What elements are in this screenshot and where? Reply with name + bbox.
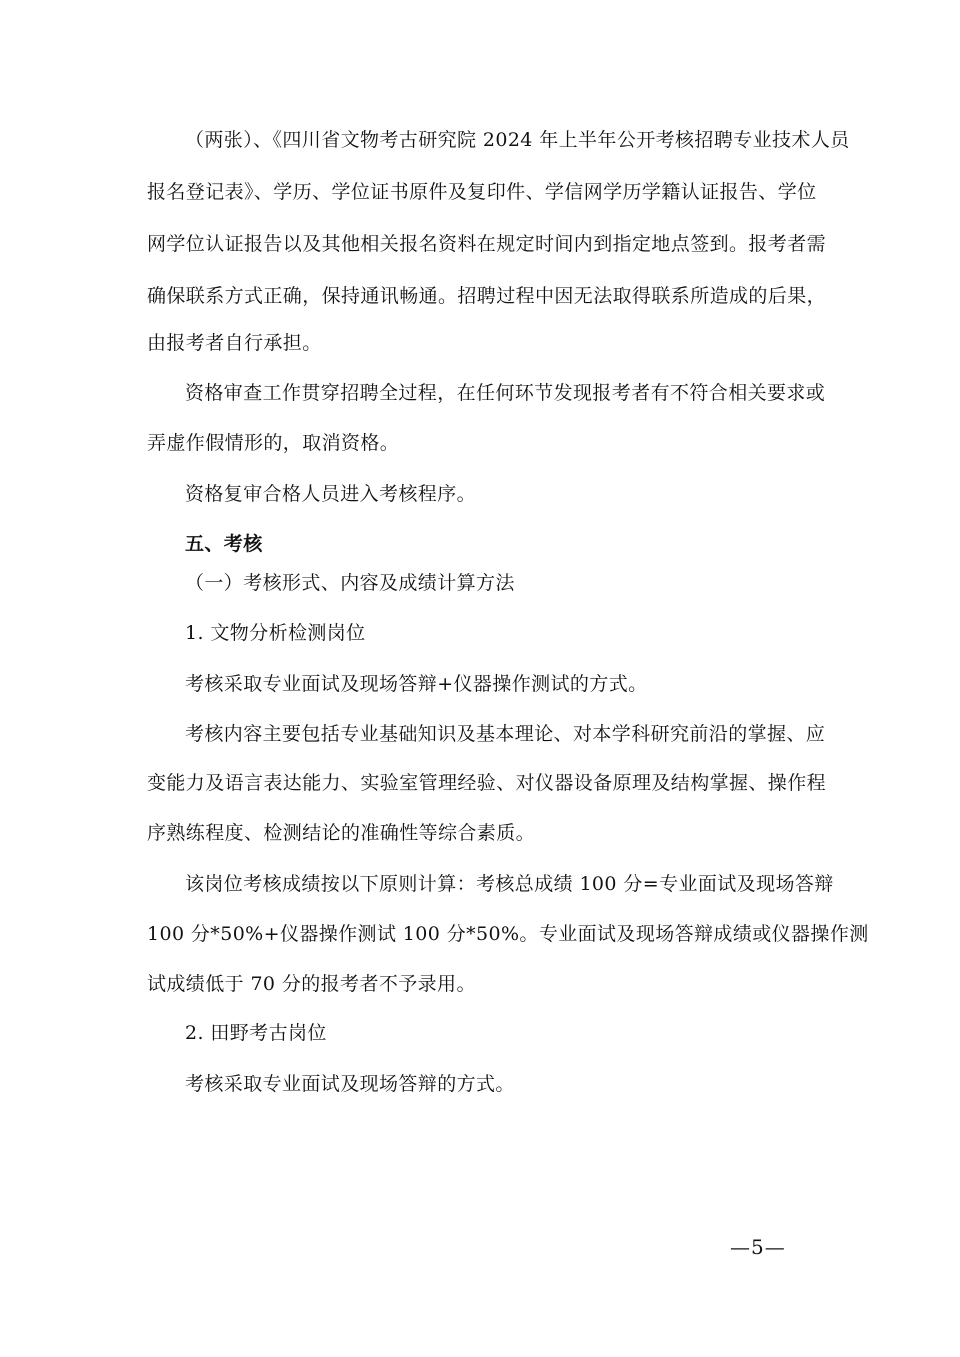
- page-number: —5—: [730, 1235, 786, 1259]
- paragraph-line: 资格复审合格人员进入考核程序。: [185, 483, 477, 505]
- subsection-heading: （一）考核形式、内容及成绩计算方法: [185, 572, 515, 594]
- paragraph-line: 弄虚作假情形的，取消资格。: [147, 432, 400, 454]
- paragraph-line: 该岗位考核成绩按以下原则计算：考核总成绩 100 分=专业面试及现场答辩: [185, 873, 834, 895]
- paragraph-line: 100 分*50%+仪器操作测试 100 分*50%。专业面试及现场答辩成绩或仪器操作测: [147, 923, 869, 945]
- paragraph-line: 网学位认证报告以及其他相关报名资料在规定时间内到指定地点签到。报考者需: [147, 233, 827, 255]
- paragraph-line: 确保联系方式正确，保持通讯畅通。招聘过程中因无法取得联系所造成的后果，: [147, 285, 827, 307]
- paragraph-line: 资格审查工作贯穿招聘全过程，在任何环节发现报考者有不符合相关要求或: [185, 382, 826, 404]
- item-heading: 1. 文物分析检测岗位: [185, 622, 366, 644]
- paragraph-line: 考核内容主要包括专业基础知识及基本理论、对本学科研究前沿的掌握、应: [185, 723, 826, 745]
- paragraph-line: 试成绩低于 70 分的报考者不予录用。: [147, 973, 476, 995]
- paragraph-line: 报名登记表》、学历、学位证书原件及复印件、学信网学历学籍认证报告、学位: [147, 181, 817, 203]
- paragraph-line: 考核采取专业面试及现场答辩+仪器操作测试的方式。: [185, 673, 648, 695]
- paragraph-line: 序熟练程度、检测结论的准确性等综合素质。: [147, 822, 536, 844]
- item-heading: 2. 田野考古岗位: [185, 1022, 327, 1044]
- paragraph-line: 变能力及语言表达能力、实验室管理经验、对仪器设备原理及结构掌握、操作程: [147, 772, 827, 794]
- paragraph-line: 由报考者自行承担。: [147, 332, 322, 354]
- paragraph-line: （两张）、《四川省文物考古研究院 2024 年上半年公开考核招聘专业技术人员: [185, 129, 850, 151]
- section-heading: 五、考核: [185, 533, 263, 555]
- paragraph-line: 考核采取专业面试及现场答辩的方式。: [185, 1073, 515, 1095]
